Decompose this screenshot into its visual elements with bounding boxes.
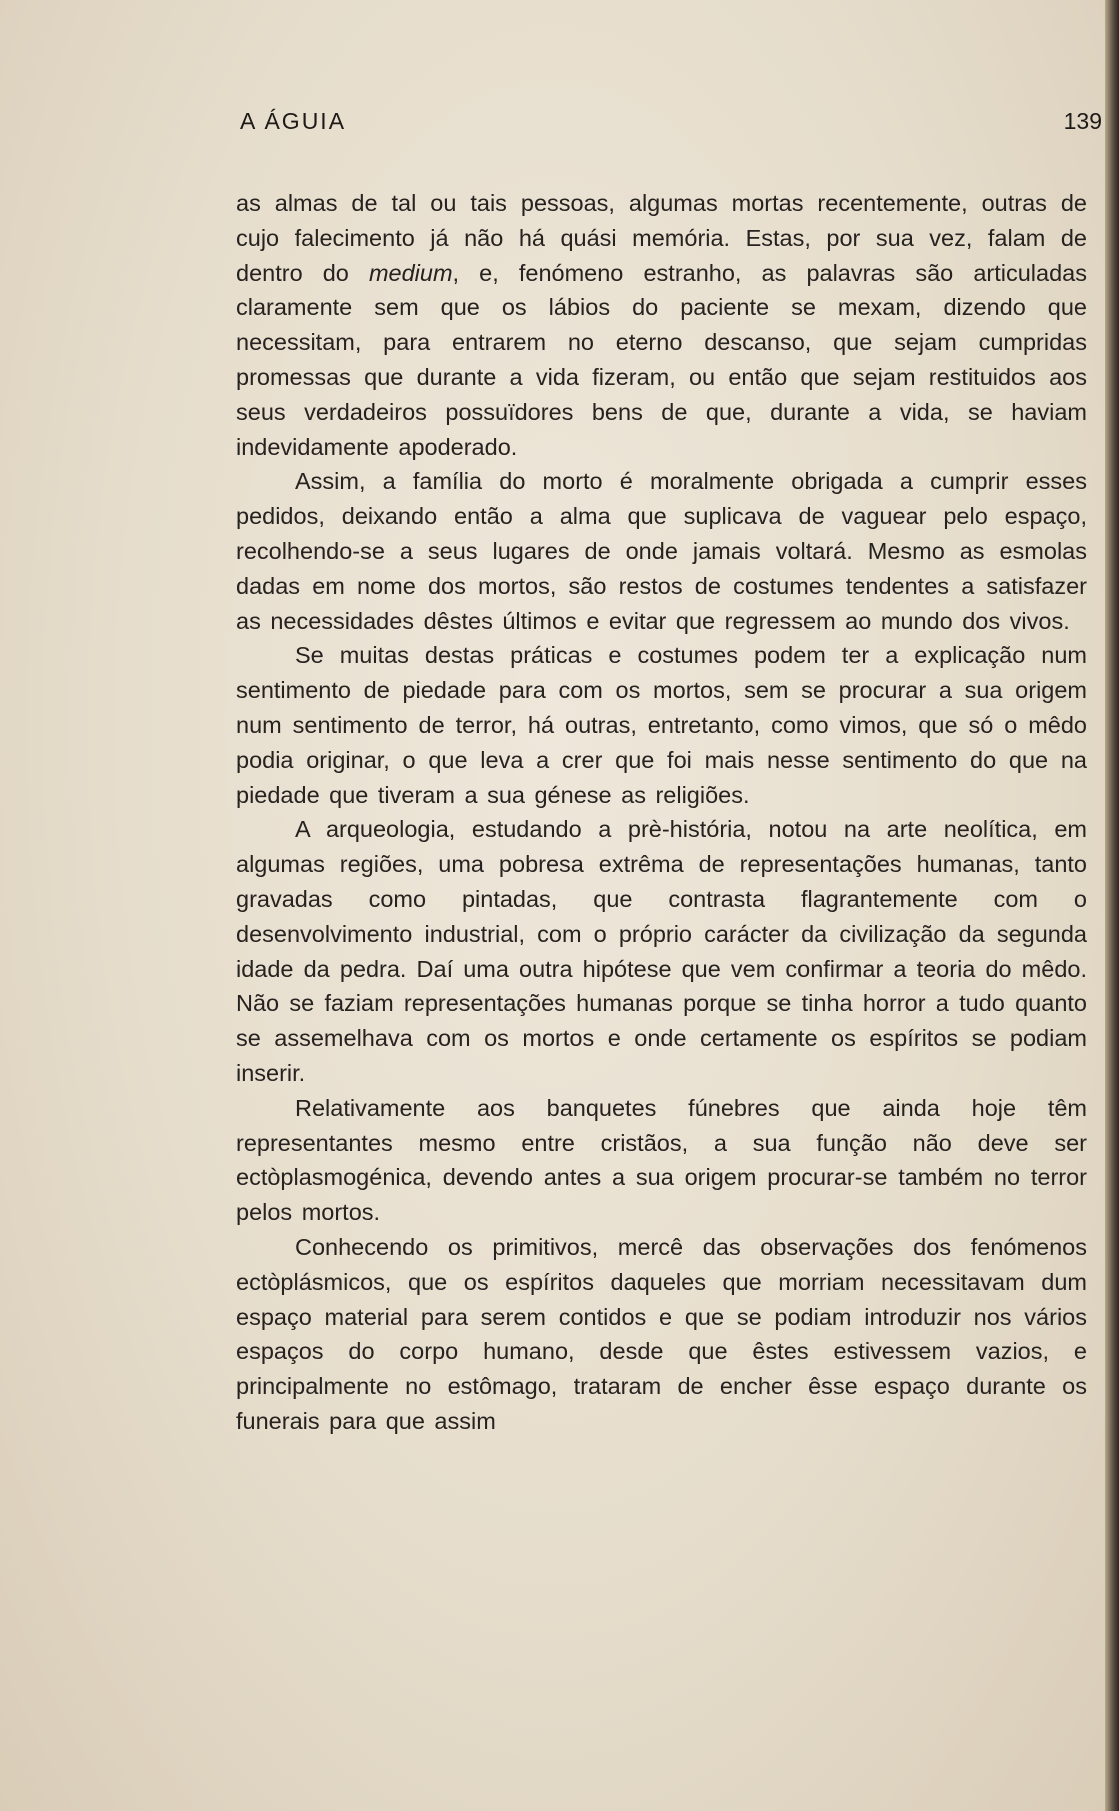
running-head [240, 108, 1102, 148]
paragraph-6: Conhecendo os primitivos, mercê das observações dos fenómenos ectòplásmicos, que os espíritos daqueles que morriam necessitavam dum espaço material para serem contidos e que se podiam introduzir nos vários espaços do corpo humano, desde que êstes estivessem vazios, e principalmente no estômago, trataram de encher êsse espaço durante os funerais para que assim [236, 1233, 1087, 1434]
paragraph-3: Se muitas destas práticas e costumes podem ter a explicação num sentimento de piedade para com os mortos, sem se procurar a sua origem num sentimento de terror, há outras, entretanto, como vimos, que só o mêdo podia originar, o que leva a crer que foi mais nesse sentimento do que na piedade que tiveram a sua génese as religiões. [236, 642, 1087, 808]
paragraph-1-text-after: , e, fenómeno estranho, as palavras são articuladas claramente sem que os lábios do paciente se mexam, dizendo que necessitam, para entrarem no eterno descanso, que sejam cumpridas promessas que durante a vida fizeram, ou então que sejam restituidos aos seus verdadeiros possuïdores bens de que, durante a vida, se haviam indevidamente apoderado. [236, 259, 1087, 460]
paragraph-4: A arqueologia, estudando a prè-história, notou na arte neolítica, em algumas regiões, uma pobresa extrêma de representações humanas, tanto gravadas como pintadas, que contrasta flagrantemente com o desenvolvimento industrial, com o próprio carácter da civilização da segunda idade da pedra. Daí uma outra hipótese que vem confirmar a teoria do mêdo. Não se faziam representações humanas porque se tinha horror a tudo quanto se assemelhava com os mortos e onde certamente os espíritos se podiam inserir. [236, 816, 1087, 1086]
journal-name: A ÁGUIA [240, 108, 347, 134]
paragraph-1-italic-term: medium [368, 259, 453, 286]
paragraph-2: Assim, a família do morto é moralmente obrigada a cumprir esses pedidos, deixando então a alma que suplicava de vaguear pelo espaço, recolhendo-se a seus lugares de onde jamais voltará. Mesmo as esmolas dadas em nome dos mortos, são restos de costumes tendentes a satisfazer as necessidades dêstes últimos e evitar que regressem ao mundo dos vivos. [236, 468, 1087, 634]
body-text [236, 186, 1087, 1439]
paragraph-5: Relativamente aos banquetes fúnebres que ainda hoje têm representantes mesmo entre cristãos, a sua função não deve ser ectòplasmogénica, devendo antes a sua origem procurar-se também no terror pelos mortos. [236, 1094, 1087, 1226]
page-edge-shadow [1105, 0, 1119, 1811]
page-number: 139 [1063, 108, 1102, 134]
paragraph-1 [236, 186, 1087, 464]
paragraph-1-text-before: as almas de tal ou tais pessoas, algumas mortas recentemente, outras de cujo falecimento já não há quási memória. Estas, por sua vez, falam de dentro do [236, 190, 1087, 286]
